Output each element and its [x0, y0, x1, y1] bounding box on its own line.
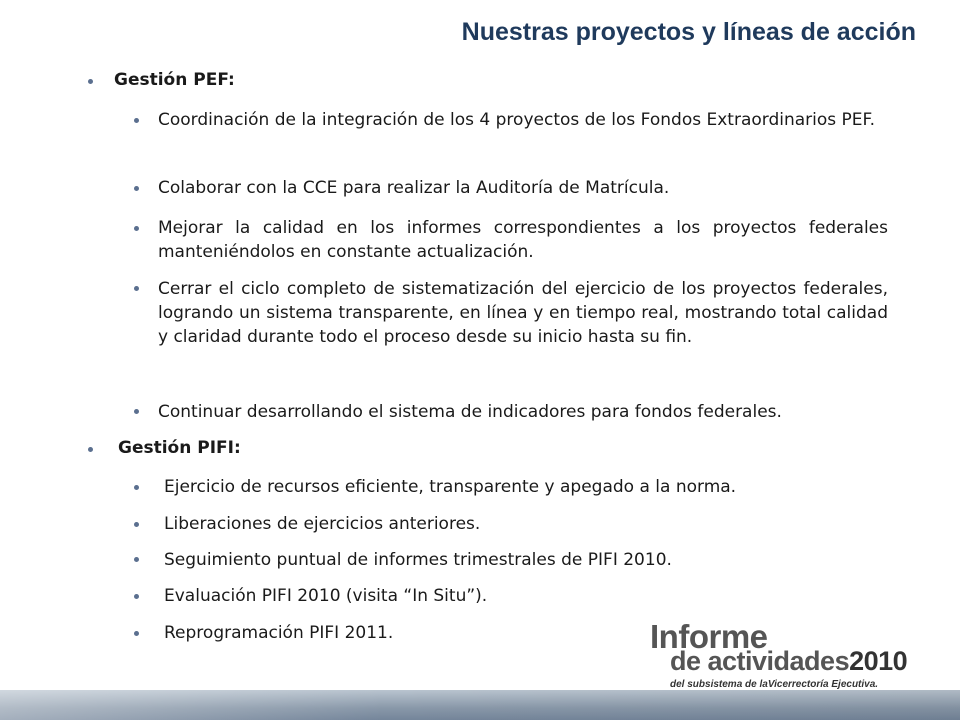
bullet-icon [134, 118, 139, 123]
bullet-icon [134, 594, 139, 599]
section-label-pef: Gestión PEF: [114, 70, 235, 90]
logo-year: 2010 [849, 646, 908, 676]
bullet-icon [134, 286, 139, 291]
list-item: Coordinación de la integración de los 4 proyectos de los Fondos Extraordinarios PEF. [158, 110, 875, 130]
logo-line-informe: Informe [650, 618, 768, 655]
bullet-icon [134, 409, 139, 414]
list-item: Evaluación PIFI 2010 (visita “In Situ”). [164, 586, 488, 606]
logo-line-actividades [670, 646, 907, 677]
list-item: Cerrar el ciclo completo de sistematización del ejercicio de los proyectos federales, logrando un sistema transparente, en línea y en tiempo real, mostrando total calidad y claridad durante todo el proceso desde su inicio hasta su fin. [158, 279, 888, 347]
bullet-icon [134, 226, 139, 231]
bullet-icon [134, 522, 139, 527]
list-item: Colaborar con la CCE para realizar la Auditoría de Matrícula. [158, 178, 670, 198]
list-item: Reprogramación PIFI 2011. [164, 623, 394, 643]
list-item: Mejorar la calidad en los informes correspondientes a los proyectos federales manteniéndolos en constante actualización. [158, 218, 888, 262]
section-label-pifi: Gestión PIFI: [118, 438, 241, 458]
informe-logo [650, 618, 908, 690]
list-item: Seguimiento puntual de informes trimestrales de PIFI 2010. [164, 550, 672, 570]
page-title: Nuestras proyectos y líneas de acción [461, 18, 916, 46]
list-item: Ejercicio de recursos eficiente, transparente y apegado a la norma. [164, 477, 737, 497]
bullet-icon [88, 79, 93, 84]
footer-shade [0, 690, 960, 720]
logo-subtitle: del subsistema de laVicerrectoría Ejecutiva. [670, 679, 879, 690]
bullet-icon [88, 447, 93, 452]
logo-actividades-text: de actividades [670, 646, 850, 676]
list-item: Liberaciones de ejercicios anteriores. [164, 514, 481, 534]
bullet-icon [134, 186, 139, 191]
bullet-icon [134, 631, 139, 636]
bullet-icon [134, 485, 139, 490]
bullet-icon [134, 557, 139, 562]
list-item: Continuar desarrollando el sistema de indicadores para fondos federales. [158, 402, 782, 422]
